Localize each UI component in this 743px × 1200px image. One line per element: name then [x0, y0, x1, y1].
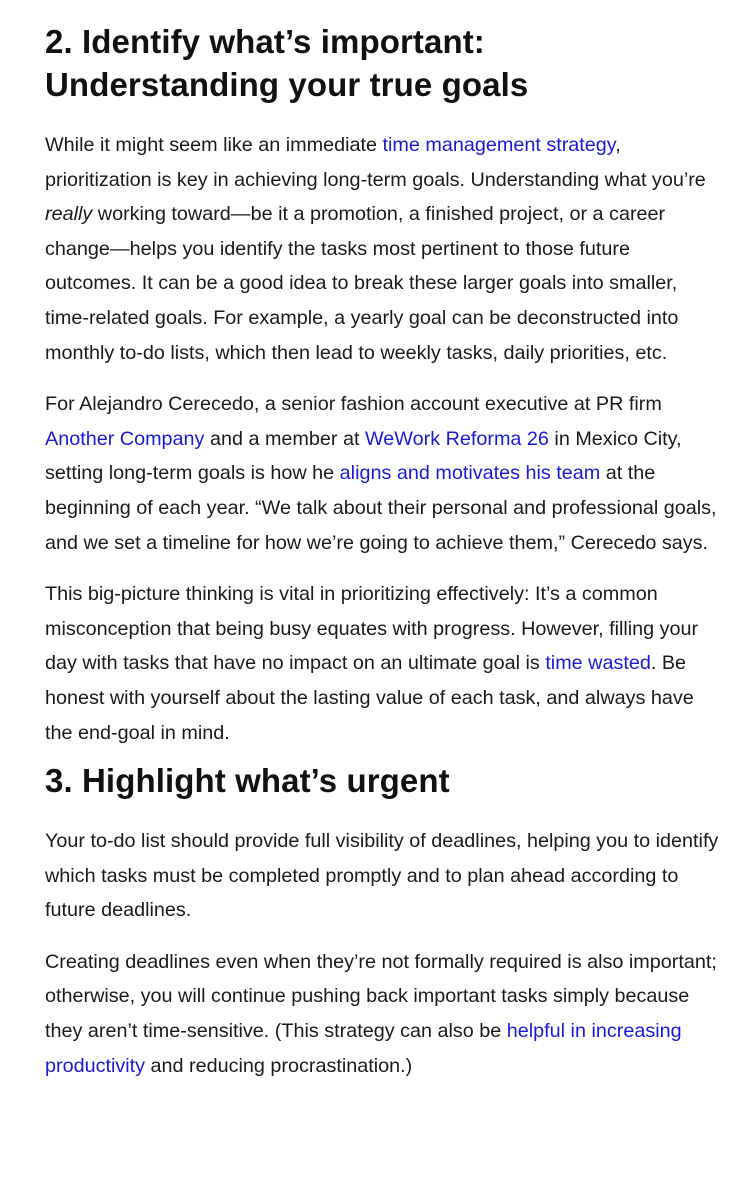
paragraph-text: While it might seem like an immediate	[45, 134, 383, 156]
paragraph-text: in Mexico City, setting long-term goals is how he	[45, 427, 682, 485]
paragraph-big-picture	[45, 577, 725, 750]
section-heading-identify-important	[45, 0, 725, 106]
paragraph-creating-deadlines	[45, 945, 725, 1083]
paragraph-prioritization	[45, 128, 725, 370]
link-another-company[interactable]: Another Company	[45, 427, 205, 450]
link-aligns-motivates-team[interactable]: aligns and motivates his team	[339, 462, 601, 485]
link-time-management-strategy[interactable]: time management strategy	[382, 134, 616, 156]
paragraph-text: working toward—be it a promotion, a finished project, or a career change—helps you identify the tasks most pertinent to those future outcomes. It can be a good idea to break these larger goals into smaller, time-related goals. For example, a yearly goal can be deconstructed into monthly to-do lists, which then lead to weekly tasks, daily priorities, etc.	[45, 203, 679, 364]
paragraph-cerecedo	[45, 387, 725, 560]
heading-line-1: 2. Identify what’s important:	[45, 23, 485, 60]
paragraph-text: For Alejandro Cerecedo, a senior fashion account executive at PR firm	[45, 393, 662, 416]
paragraph-deadlines-visibility	[45, 824, 725, 928]
paragraph-text: Your to-do list should provide full visibility of deadlines, helping you to identify which tasks must be completed promptly and to plan ahead according to future deadlines.	[45, 830, 719, 922]
paragraph-text: at the beginning of each year. “We talk about their personal and professional goals, and we set a timeline for how we’re going to achieve them,” Cerecedo says.	[45, 462, 717, 554]
link-wework-reforma-26[interactable]: WeWork Reforma 26	[364, 427, 549, 450]
link-helpful-productivity[interactable]: helpful in increasing productivity	[45, 1020, 682, 1077]
paragraph-text: and reducing procrastination.)	[145, 1054, 413, 1077]
section-heading-highlight-urgent: 3. Highlight what’s urgent	[45, 762, 450, 800]
emphasis-text: really	[45, 203, 93, 226]
paragraph-text: , prioritization is key in achieving long-term goals. Understanding what you’re	[45, 134, 706, 191]
paragraph-text: and a member at	[204, 427, 365, 450]
paragraph-text: This big-picture thinking is vital in prioritizing effectively: It’s a common misconception that being busy equates with progress. However, filling your day with tasks that have no impact on an ultimate goal is	[45, 583, 699, 675]
paragraph-text: Creating deadlines even when they’re not formally required is also important; otherwise, you will continue pushing back important tasks simply because they aren’t time-sensitive. (This strategy can also be	[45, 950, 717, 1043]
link-time-wasted[interactable]: time wasted	[545, 652, 651, 675]
paragraph-text: . Be honest with yourself about the lasting value of each task, and always have the end-goal in mind.	[45, 652, 694, 744]
heading-line-2: Understanding your true goals	[45, 66, 529, 103]
